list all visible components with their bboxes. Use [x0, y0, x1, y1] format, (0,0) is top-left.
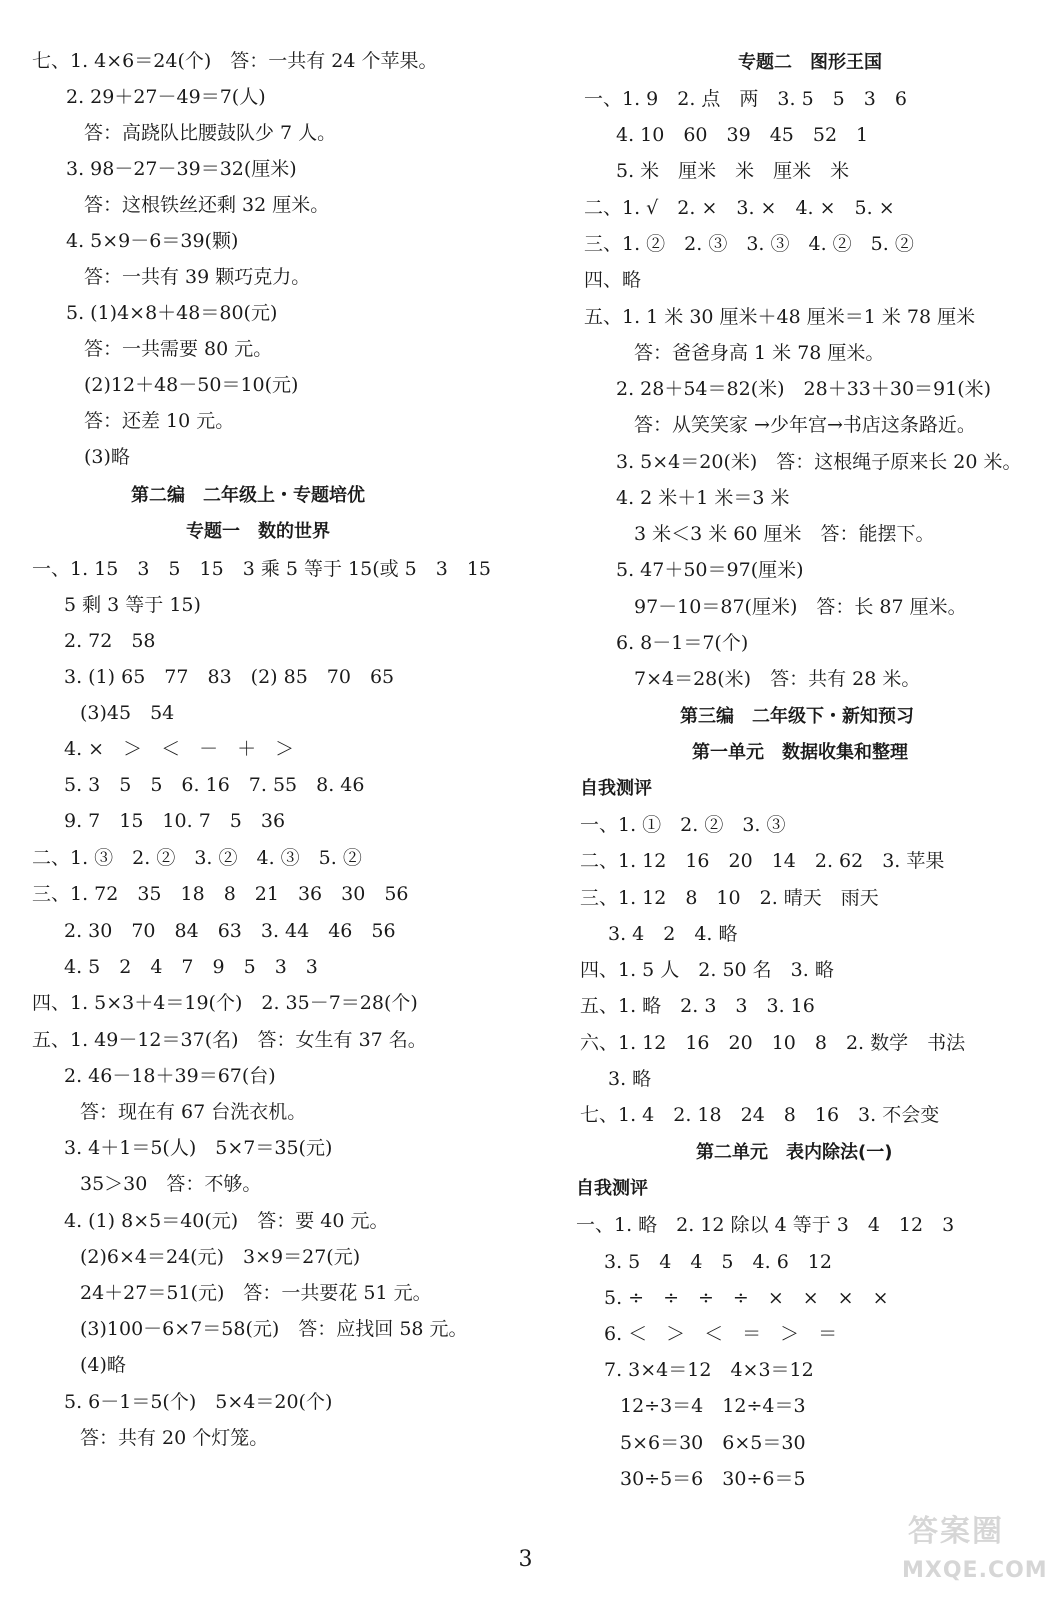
- answer-line: 二、1. 12 16 20 14 2. 62 3. 苹果: [580, 850, 945, 872]
- subheading: 自我测评: [576, 1178, 648, 1199]
- answer-line: 3. (1) 65 77 83 (2) 85 70 65: [64, 666, 395, 688]
- answer-line: 答：共有 20 个灯笼。: [80, 1427, 269, 1449]
- answer-line: 二、1. √ 2. × 3. × 4. × 5. ×: [584, 197, 895, 219]
- answer-line: 三、1. 72 35 18 8 21 36 30 56: [32, 883, 409, 905]
- watermark-text: 答案圈: [908, 1514, 1004, 1549]
- answer-line: 一、1. 9 2. 点 两 3. 5 5 3 6: [584, 88, 907, 110]
- answer-line: 5. 3 5 5 6. 16 7. 55 8. 46: [64, 774, 365, 796]
- answer-line: 2. 46－18＋39＝67(台): [64, 1065, 276, 1087]
- answer-line: 7×4＝28(米) 答：共有 28 米。: [634, 668, 921, 690]
- answer-line: 四、1. 5×3＋4＝19(个) 2. 35－7＝28(个): [32, 992, 418, 1014]
- answer-line: 2. 29＋27－49＝7(人): [66, 86, 266, 108]
- section-heading: 第三编 二年级下・新知预习: [680, 706, 914, 727]
- answer-line: 答：还差 10 元。: [84, 410, 235, 432]
- watermark-logo: [900, 1506, 1048, 1594]
- answer-line: 一、1. 略 2. 12 除以 4 等于 3 4 12 3: [576, 1214, 955, 1236]
- answer-line: 3. 5×4＝20(米) 答：这根绳子原来长 20 米。: [616, 451, 1022, 473]
- answer-line: 答：爸爸身高 1 米 78 厘米。: [634, 342, 885, 364]
- answer-line: 9. 7 15 10. 7 5 36: [64, 810, 286, 832]
- answer-line: (2)6×4＝24(元) 3×9＝27(元): [80, 1246, 361, 1268]
- answer-line: 一、1. 15 3 5 15 3 乘 5 等于 15(或 5 3 15: [32, 558, 492, 580]
- answer-line: 3. 98－27－39＝32(厘米): [66, 158, 297, 180]
- answer-line: 3. 4＋1＝5(人) 5×7＝35(元): [64, 1137, 333, 1159]
- answer-line: 4. 5 2 4 7 9 5 3 3: [64, 956, 318, 978]
- answer-line: (3)45 54: [80, 702, 175, 724]
- answer-line: 5. 6－1＝5(个) 5×4＝20(个): [64, 1391, 333, 1413]
- answer-line: 3. 略: [608, 1068, 652, 1090]
- answer-line: 6. 8－1＝7(个): [616, 632, 749, 654]
- answer-line: 5. ÷ ÷ ÷ ÷ × × × ×: [604, 1287, 889, 1309]
- page-number: 3: [518, 1547, 533, 1572]
- answer-line: 5. 米 厘米 米 厘米 米: [616, 160, 850, 182]
- answer-line: (4)略: [80, 1354, 126, 1376]
- answer-line: (3)100－6×7＝58(元) 答：应找回 58 元。: [80, 1318, 468, 1340]
- section-heading: 第二编 二年级上・专题培优: [131, 485, 365, 506]
- answer-line: 答：高跷队比腰鼓队少 7 人。: [84, 122, 337, 144]
- answer-line: 4. (1) 8×5＝40(元) 答：要 40 元。: [64, 1210, 389, 1232]
- answer-line: 一、1. ① 2. ② 3. ③: [580, 814, 786, 836]
- answer-line: 12÷3＝4 12÷4＝3: [620, 1395, 806, 1417]
- answer-line: 答：一共有 39 颗巧克力。: [84, 266, 311, 288]
- answer-line: 5×6＝30 6×5＝30: [620, 1432, 806, 1454]
- answer-line: 答：从笑笑家 →少年宫→书店这条路近。: [634, 414, 976, 436]
- answer-line: (2)12＋48－50＝10(元): [84, 374, 299, 396]
- answer-line: 四、1. 5 人 2. 50 名 3. 略: [580, 959, 834, 981]
- answer-line: 答：这根铁丝还剩 32 厘米。: [84, 194, 330, 216]
- answer-line: 三、1. 12 8 10 2. 晴天 雨天: [580, 887, 879, 909]
- answer-line: 二、1. ③ 2. ② 3. ② 4. ③ 5. ②: [32, 847, 362, 869]
- answer-line: 4. 2 米＋1 米＝3 米: [616, 487, 790, 509]
- unit-heading: 第一单元 数据收集和整理: [692, 742, 908, 763]
- topic-heading: 专题一 数的世界: [186, 521, 330, 542]
- answer-line: 六、1. 12 16 20 10 8 2. 数学 书法: [580, 1032, 966, 1054]
- answer-line: 七、1. 4×6＝24(个) 答：一共有 24 个苹果。: [32, 50, 438, 72]
- answer-line: 4. 10 60 39 45 52 1: [616, 124, 869, 146]
- answer-line: 97－10＝87(厘米) 答：长 87 厘米。: [634, 596, 967, 618]
- answer-line: 3 米＜3 米 60 厘米 答：能摆下。: [634, 523, 935, 545]
- answer-line: 24＋27＝51(元) 答：一共要花 51 元。: [80, 1282, 432, 1304]
- answer-line: 3. 5 4 4 5 4. 6 12: [604, 1251, 832, 1273]
- answer-line: 4. 5×9－6＝39(颗): [66, 230, 239, 252]
- answer-line: 35＞30 答：不够。: [80, 1173, 262, 1195]
- answer-line: 4. × ＞ ＜ － ＋ ＞: [64, 738, 295, 760]
- answer-line: 七、1. 4 2. 18 24 8 16 3. 不会变: [580, 1104, 940, 1126]
- answer-line: 五、1. 略 2. 3 3 3. 16: [580, 995, 815, 1017]
- answer-line: 5 剩 3 等于 15): [64, 594, 201, 616]
- answer-line: 五、1. 49－12＝37(名) 答：女生有 37 名。: [32, 1029, 427, 1051]
- answer-line: 3. 4 2 4. 略: [608, 923, 738, 945]
- answer-line: 答：一共需要 80 元。: [84, 338, 273, 360]
- unit-heading: 第二单元 表内除法(一): [696, 1142, 893, 1163]
- answer-line: 5. 47＋50＝97(厘米): [616, 559, 804, 581]
- answer-line: 6. ＜ ＞ ＜ ＝ ＞ ＝: [604, 1323, 838, 1345]
- answer-line: 30÷5＝6 30÷6＝5: [620, 1468, 806, 1490]
- answer-line: 2. 28＋54＝82(米) 28＋33＋30＝91(米): [616, 378, 992, 400]
- answer-line: 三、1. ② 2. ③ 3. ③ 4. ② 5. ②: [584, 233, 914, 255]
- answer-line: 五、1. 1 米 30 厘米＋48 厘米＝1 米 78 厘米: [584, 306, 976, 328]
- answer-line: (3)略: [84, 446, 130, 468]
- answer-line: 四、略: [584, 269, 642, 291]
- answer-line: 答：现在有 67 台洗衣机。: [80, 1101, 307, 1123]
- topic-heading: 专题二 图形王国: [738, 52, 882, 73]
- answer-line: 2. 72 58: [64, 630, 156, 652]
- watermark-url: MXQE.COM: [902, 1558, 1048, 1583]
- answer-line: 5. (1)4×8＋48＝80(元): [66, 302, 278, 324]
- subheading: 自我测评: [580, 778, 652, 799]
- answer-line: 2. 30 70 84 63 3. 44 46 56: [64, 920, 396, 942]
- answer-line: 7. 3×4＝12 4×3＝12: [604, 1359, 814, 1381]
